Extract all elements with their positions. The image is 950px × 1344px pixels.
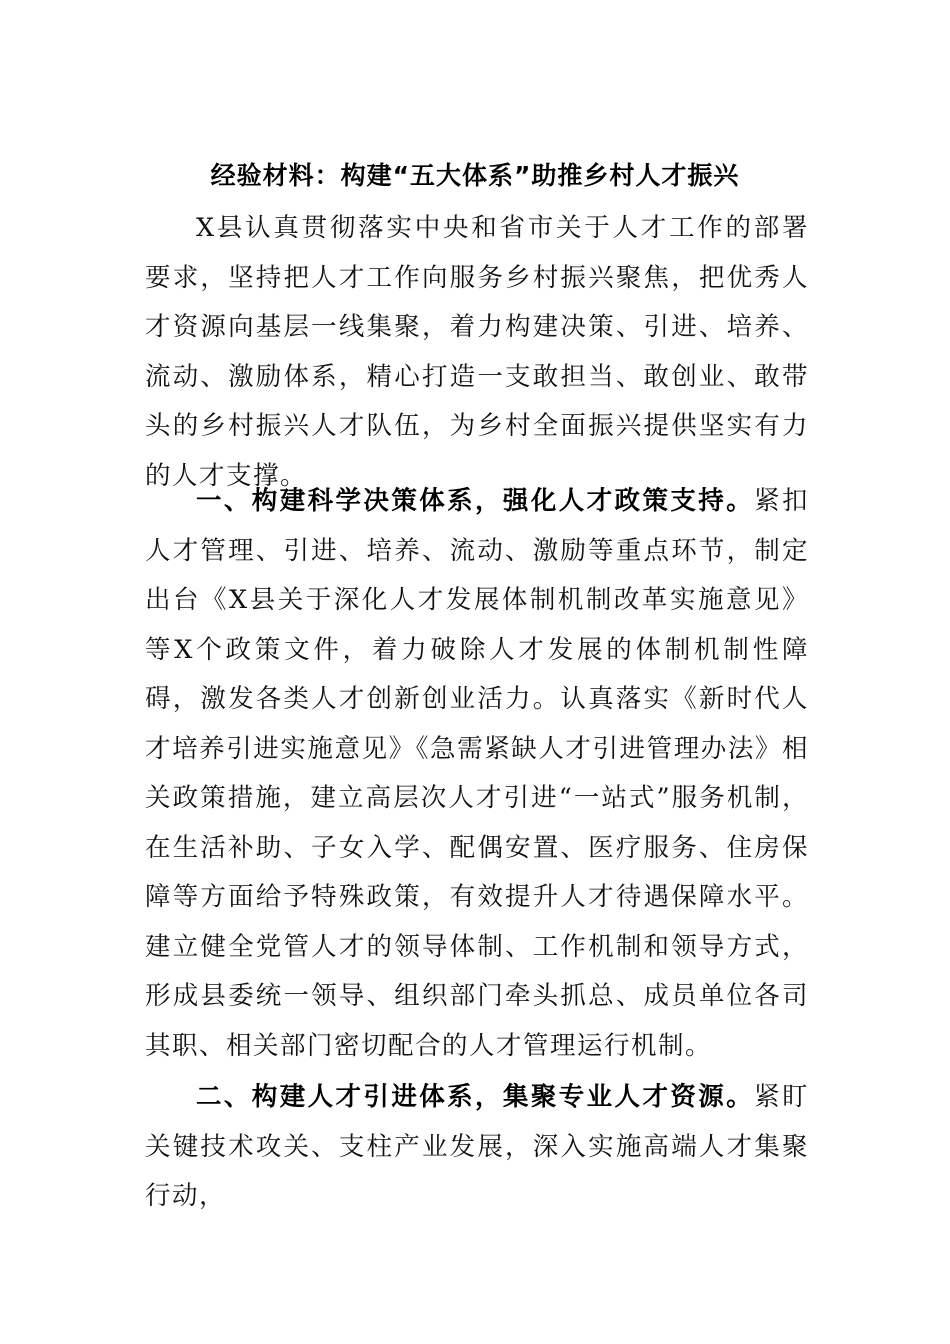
paragraph-intro: [145, 204, 809, 501]
paragraph-section-1: [145, 477, 809, 1071]
section-1-heading: 一、构建科学决策体系，强化人才政策支持。: [196, 486, 755, 516]
paragraph-section-2: [145, 1073, 809, 1222]
document-title: 经验材料：构建“五大体系”助推乡村人才振兴: [210, 161, 740, 190]
section-2-text: 紧盯关键技术攻关、支柱产业发展，深入实施高端人才集聚行动，: [145, 1082, 809, 1211]
paragraph-intro-text: X县认真贯彻落实中央和省市关于人才工作的部署要求，坚持把人才工作向服务乡村振兴聚焦，把优秀人才资源向基层一线集聚，着力构建决策、引进、培养、流动、激励体系，精心打造一支敢担当、敢创业、敢带头的乡村振兴人才队伍，为乡村全面振兴提供坚实有力的人才支撑。: [145, 213, 809, 491]
section-2-heading: 二、构建人才引进体系，集聚专业人才资源。: [196, 1082, 755, 1112]
section-1-text: 紧扣人才管理、引进、培养、流动、激励等重点环节，制定出台《X县关于深化人才发展体制机制改革实施意见》等X个政策文件，着力破除人才发展的体制机制性障碍，激发各类人才创新创业活力。认真落实《新时代人才培养引进实施意见》《急需紧缺人才引进管理办法》相关政策措施，建立高层次人才引进“一站式”服务机制，在生活补助、子女入学、配偶安置、医疗服务、住房保障等方面给予特殊政策，有效提升人才待遇保障水平。建立健全党管人才的领导体制、工作机制和领导方式，形成县委统一领导、组织部门牵头抓总、成员单位各司其职、相关部门密切配合的人才管理运行机制。: [145, 486, 809, 1061]
